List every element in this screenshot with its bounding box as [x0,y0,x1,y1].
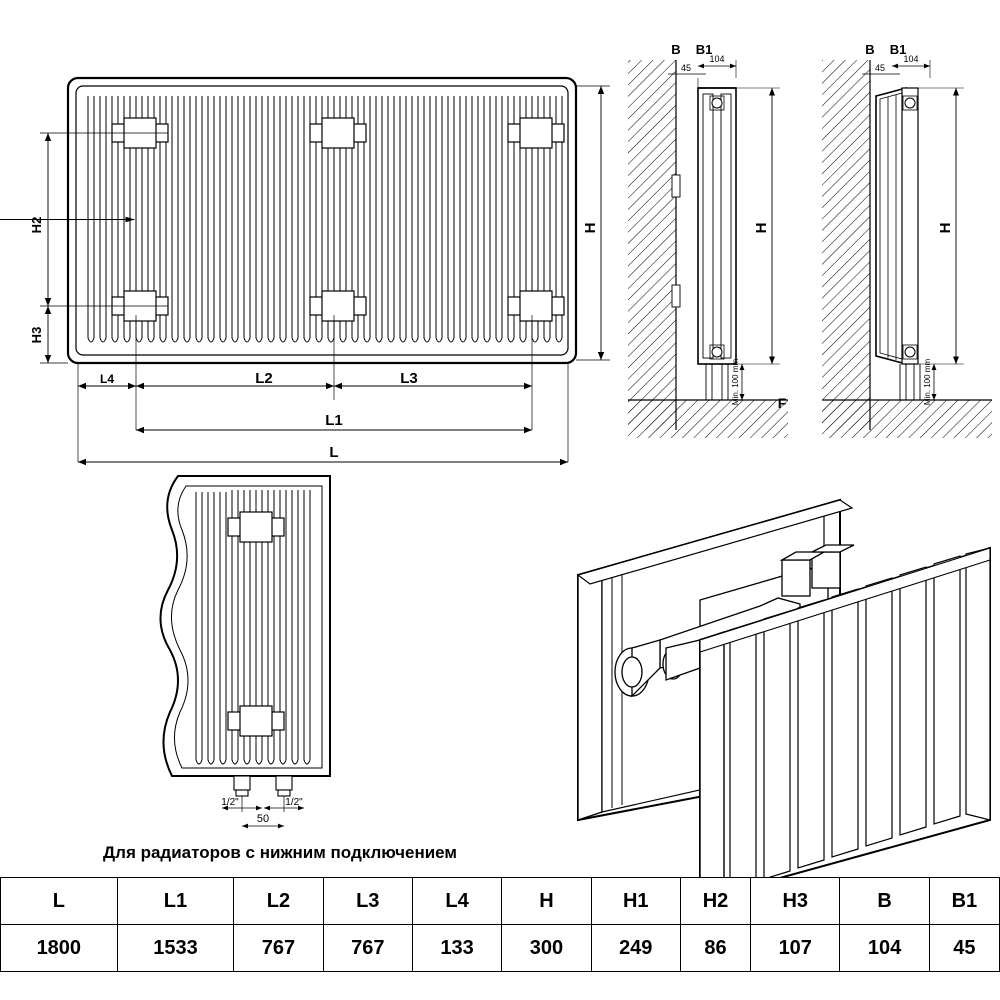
table-header-cell: L [1,878,118,925]
label-H2: H2 [29,216,44,234]
dim-row-L1 [136,412,532,433]
label-L1: L1 [325,412,343,429]
value-B-left: 45 [680,63,692,73]
label-L: L [329,444,339,461]
label-B-left: B [671,42,681,57]
table-cell: 86 [680,925,750,972]
dim-row-L [78,444,568,465]
table-cell: 1533 [117,925,234,972]
label-min-100-right: Min. 100 mm [923,358,932,406]
spec-table [0,877,1000,972]
label-50: 50 [256,813,270,825]
label-L3: L3 [400,370,418,387]
value-B1-right: 104 [903,54,919,64]
table-header-cell: H [502,878,591,925]
dim-row-L4-L2-L3 [78,370,532,389]
table-row [1,925,1000,972]
table-cell: 104 [840,925,929,972]
table-header-cell: H3 [751,878,840,925]
dim-50 [242,813,284,828]
dim-H-right-view [918,88,964,364]
table-cell: 300 [502,925,591,972]
table-header-cell: L1 [117,878,234,925]
value-B-right: 45 [874,63,886,73]
table-cell: 45 [929,925,999,972]
label-H: H [582,222,599,234]
bottom-connection-view [160,476,330,828]
table-header-cell: L4 [412,878,501,925]
table-header-cell: B1 [929,878,999,925]
table-header-cell: H2 [680,878,750,925]
side-view-right [822,42,992,438]
table-cell: 767 [234,925,323,972]
table-header-cell: B [840,878,929,925]
note-min-100-right [923,359,937,406]
table-header-cell: H1 [591,878,680,925]
label-H-right-view: H [937,222,954,234]
side-view-left [628,42,788,438]
dim-H [576,86,610,360]
dim-H-left-view [736,88,780,364]
label-min-100-left: Min. 100 mm [731,358,740,406]
table-cell: 1800 [1,925,118,972]
table-header-cell: L2 [234,878,323,925]
label-H-left-view: H [753,222,770,234]
table-cell: 107 [751,925,840,972]
table-cell: 767 [323,925,412,972]
label-F: F [777,395,787,411]
table-cell: 249 [591,925,680,972]
dim-H3 [29,306,51,363]
table-cell: 133 [412,925,501,972]
label-B-right: B [865,42,875,57]
label-thread-right: 1/2" [285,797,303,808]
label-L4: L4 [99,372,115,386]
table-header-row [1,878,1000,925]
dim-104-left [698,54,736,78]
figure-caption: Для радиаторов с нижним подключением [103,843,457,862]
label-H3: H3 [29,326,44,344]
label-B1-left: B1 [695,42,713,57]
table-header-cell: L3 [323,878,412,925]
front-view [0,78,610,465]
label-B1-right: B1 [889,42,907,57]
label-L2: L2 [255,370,273,387]
dim-threads [221,797,304,810]
dim-104-right [892,54,930,78]
note-min-100-left [731,359,745,406]
isometric-view [578,500,990,877]
value-B1-left: 104 [709,54,725,64]
label-thread-left: 1/2" [221,797,239,808]
